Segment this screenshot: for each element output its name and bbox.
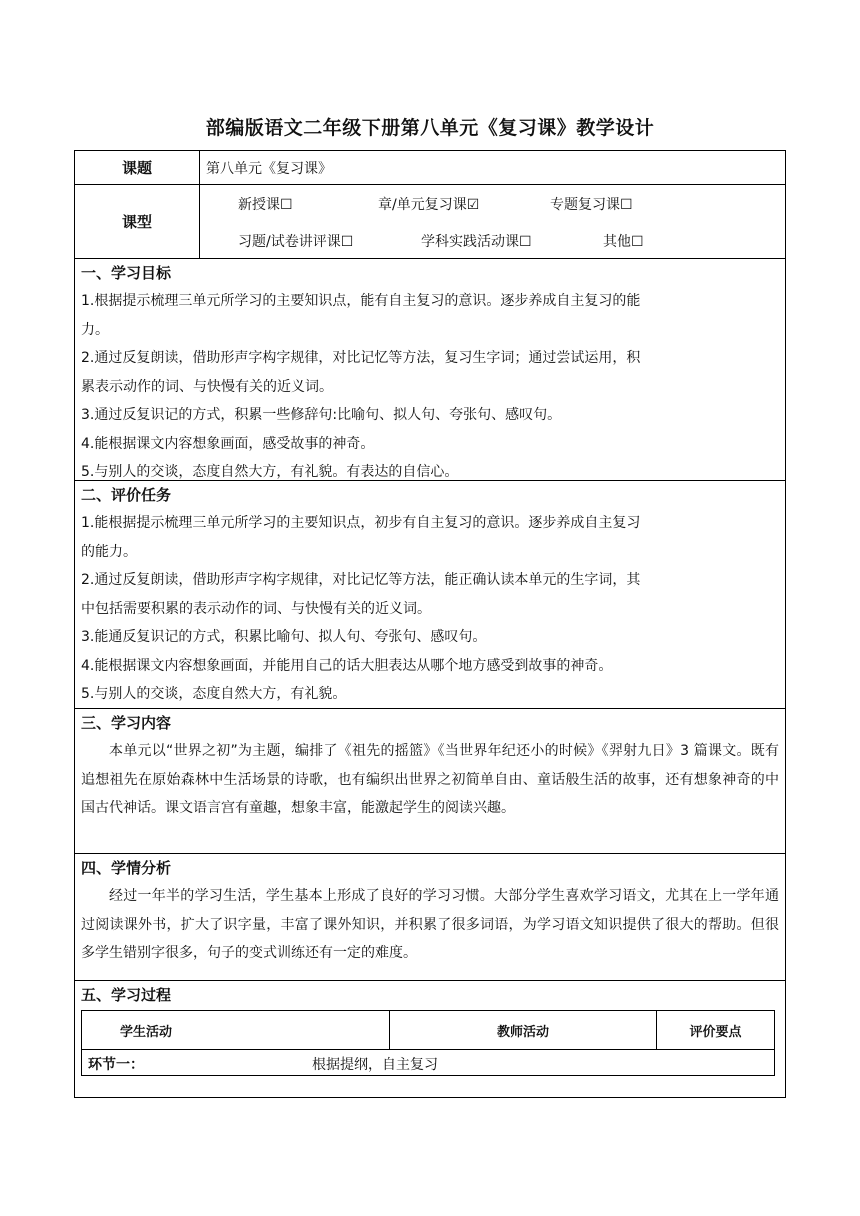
content-section [75, 709, 785, 854]
option-other: 其他☐ [603, 234, 644, 250]
evaluation-section [75, 481, 785, 709]
option-new-lesson: 新授课☐ [238, 197, 293, 213]
topic-value: 第八单元《复习课》 [206, 161, 332, 177]
evaluation-line: 中包括需要积累的表示动作的词、与快慢有关的近义词。 [81, 600, 431, 617]
column-evaluation-points: 评价要点 [689, 1024, 742, 1040]
objective-line: 1.根据提示梳理三单元所学习的主要知识点，能有自主复习的意识。逐步养成自主复习的能 [81, 293, 641, 309]
stage-label: 环节一： [88, 1057, 144, 1073]
evaluation-line: 2.通过反复朗读，借助形声字构字规律，对比记忆等方法，能正确认读本单元的生字词，其 [81, 572, 641, 588]
document-title: 部编版语文二年级下册第八单元《复习课》教学设计 [205, 117, 655, 139]
objective-line: 累表示动作的词、与快慢有关的近义词。 [81, 378, 333, 395]
lesson-type-options [200, 185, 785, 258]
lesson-type-line-1 [200, 185, 785, 222]
stage-text: 根据提纲，自主复习 [312, 1057, 438, 1073]
process-heading: 五、学习过程 [81, 986, 172, 1004]
analysis-section [75, 854, 785, 981]
topic-label: 课题 [75, 151, 200, 184]
evaluation-heading: 二、评价任务 [81, 486, 172, 504]
content-heading: 三、学习内容 [81, 714, 172, 732]
objective-line: 2.通过反复朗读，借助形声字构字规律，对比记忆等方法，复习生字词；通过尝试运用，积 [81, 350, 641, 366]
analysis-heading: 四、学情分析 [81, 859, 172, 877]
option-practice-activity: 学科实践活动课☐ [421, 234, 532, 250]
evaluation-line: 4.能根据课文内容想象画面，并能用自己的话大胆表达从哪个地方感受到故事的神奇。 [81, 657, 613, 674]
evaluation-line: 的能力。 [81, 543, 137, 560]
topic-row [75, 151, 785, 185]
objective-line: 4.能根据课文内容想象画面，感受故事的神奇。 [81, 435, 375, 452]
evaluation-line: 5.与别人的交谈，态度自然大方，有礼貌。 [81, 686, 347, 702]
process-table-header [82, 1011, 774, 1050]
lesson-plan-table [74, 150, 786, 1098]
column-teacher-activity: 教师活动 [390, 1011, 657, 1049]
objectives-section [75, 259, 785, 481]
stage-row [82, 1050, 774, 1075]
content-paragraph: 本单元以“世界之初”为主题，编排了《祖先的摇篮》《当世界年纪还小的时候》《羿射九日》3 篇课文。既有追想祖先在原始森林中生活场景的诗歌，也有编织出世界之初简单自由、童话般生活的故事，还有想象神奇的中国古代神话。课文语言宫有童趣，想象丰富，能激起学生的阅读兴趣。 [81, 743, 779, 816]
column-student-activity: 学生活动 [82, 1011, 390, 1049]
objective-line: 力。 [81, 321, 109, 338]
option-unit-review: 章/单元复习课☑ [378, 197, 480, 213]
evaluation-line: 1.能根据提示梳理三单元所学习的主要知识点，初步有自主复习的意识。逐步养成自主复习 [81, 515, 641, 531]
option-exercise-review: 习题/试卷讲评课☐ [238, 234, 354, 250]
lesson-type-line-2 [200, 222, 785, 259]
objective-line: 3.通过反复识记的方式，积累一些修辞句:比喻句、拟人句、夸张句、感叹句。 [81, 407, 562, 423]
analysis-paragraph: 经过一年半的学习生活，学生基本上形成了良好的学习习惯。大部分学生喜欢学习语文，尤其在上一学年通过阅读课外书，扩大了识字量，丰富了课外知识，并积累了很多词语，为学习语文知识提供了很大的帮助。但很多学生错别字很多，句子的变式训练还有一定的难度。 [81, 888, 779, 961]
option-topic-review: 专题复习课☐ [550, 197, 633, 213]
process-section [75, 981, 785, 1097]
evaluation-line: 3.能通反复识记的方式，积累比喻句、拟人句、夸张句、感叹句。 [81, 629, 487, 645]
objective-line: 5.与别人的交谈，态度自然大方，有礼貌。有表达的自信心。 [81, 464, 459, 480]
process-table [81, 1010, 775, 1076]
lesson-type-label: 课型 [75, 185, 200, 258]
lesson-type-row [75, 185, 785, 259]
objectives-heading: 一、学习目标 [81, 264, 172, 282]
